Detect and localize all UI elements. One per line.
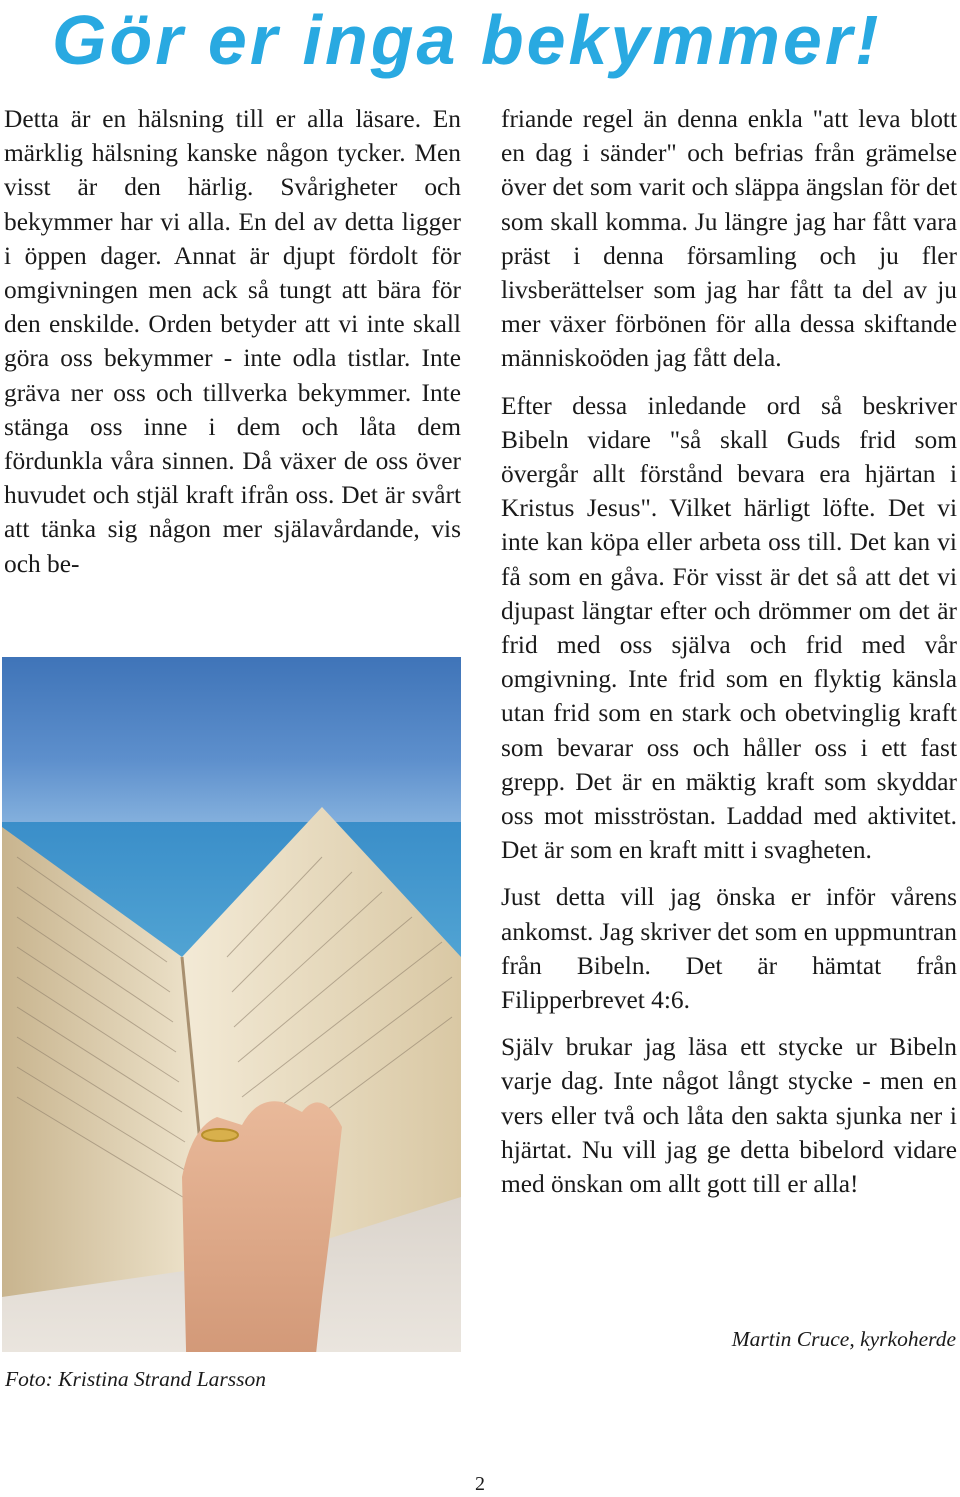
- left-column-text: Detta är en hälsning till er alla läsare. En märklig hälsning kanske någon tycker. Men visst är den härlig. Svårigheter och bekymmer har vi alla. En del av detta ligger i öppen dager. Annat är djupt fördolt för omgivningen men ack så tungt att bära för den enskilde. Orden betyder att vi inte skall göra oss bekymmer - inte odla tistlar. Inte gräva ner oss och tillverka bekymmer. Inte stänga oss inne i dem och låta dem fördunkla våra sinnen. Då växer de oss över huvudet och stjäl kraft ifrån oss. Det är svårt att tänka sig någon mer själavårdande, vis och be-: [4, 105, 461, 578]
- left-column: [4, 102, 461, 581]
- photo-credit: Foto: Kristina Strand Larsson: [5, 1367, 267, 1391]
- sky: [2, 657, 461, 827]
- paragraph-3: Just detta vill jag önska er inför vårens ankomst. Jag skriver det som en uppmuntran från Bibeln. Det är hämtat från Filipperbrevet 4:6.: [501, 883, 957, 1015]
- article-title: Gör er inga bekymmer!: [52, 1, 882, 79]
- author-signature: Martin Cruce, kyrkoherde: [731, 1327, 956, 1351]
- page-number: 2: [475, 1473, 485, 1495]
- photo-illustration: [2, 657, 461, 1352]
- photo-open-bible-beach: [2, 657, 461, 1352]
- paragraph-4: Själv brukar jag läsa ett stycke ur Bibeln varje dag. Inte något långt stycke - men en vers eller två och låta den sakta sjunka ner i hjärtat. Nu vill jag ge detta bibelord vidare med önskan om allt gott till er alla!: [501, 1033, 957, 1199]
- ring: [202, 1129, 238, 1141]
- paragraph-1: friande regel än denna enkla "att leva blott en dag i sänder" och befrias från grämelse över det som varit och släppa ängslan för det som skall komma. Ju längre jag har fått vara präst i denna församling och ju fler livsberättelser som jag har fått ta del av ju mer växer förbönen för alla dessa skiftande människoöden jag fått dela.: [501, 105, 957, 373]
- paragraph-2: Efter dessa inledande ord så beskriver Bibeln vidare "så skall Guds frid som övergår allt förstånd bevara era hjärtan i Kristus Jesus". Vilket härligt löfte. Det vi inte kan köpa eller arbeta oss till. Det kan vi få som en gåva. För visst är det så att det vi djupast längtar efter och drömmer om det är frid med oss själva och frid med vår omgivning. Inte frid som en flyktig känsla utan frid som en stark och obetvinglig kraft som bevarar oss och håller oss i ett fast grepp. Det är en mäktig kraft som skyddar oss mot misströstan. Laddad med aktivitet. Det är som en kraft mitt i svagheten.: [501, 391, 957, 865]
- right-column: [501, 102, 957, 1201]
